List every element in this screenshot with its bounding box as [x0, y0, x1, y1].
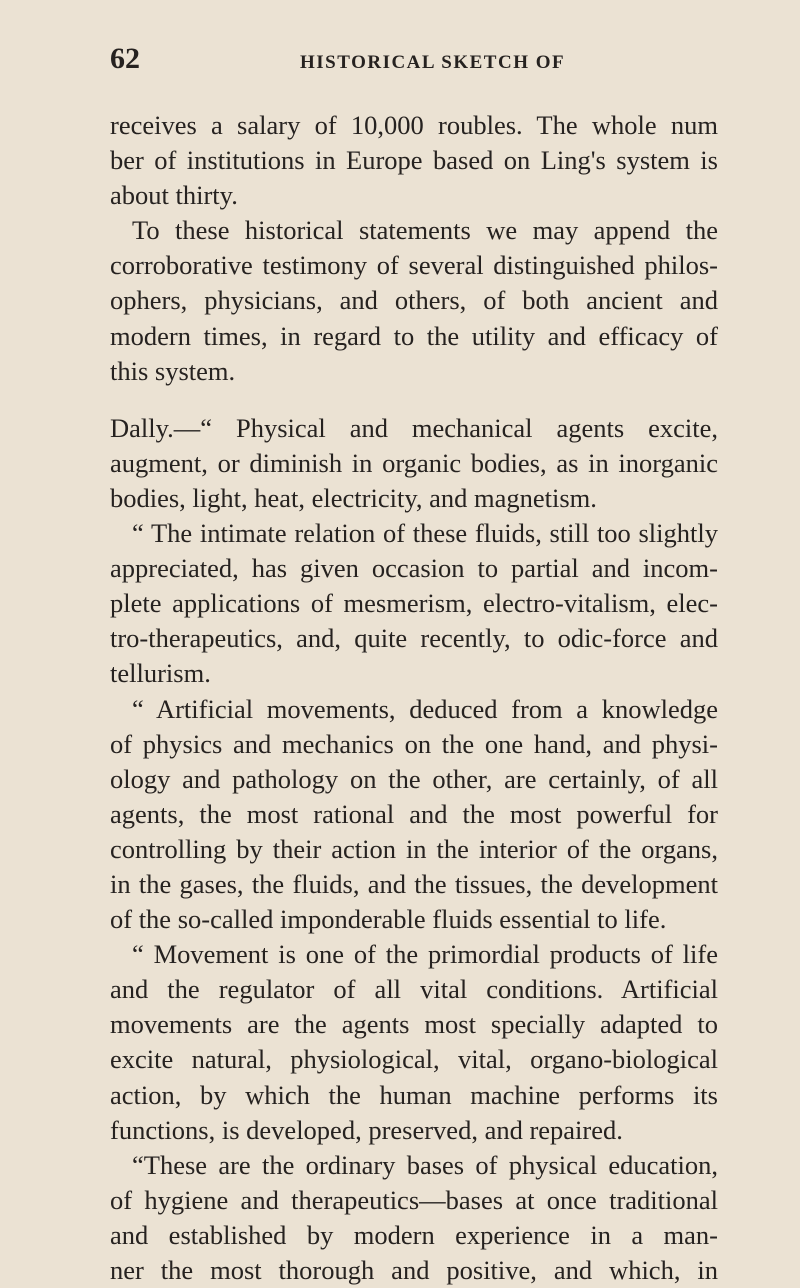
text-line: ner the most thorough and positive, and which, in: [110, 1255, 718, 1285]
text-line: excite natural, physiological, vital, organo-biological: [110, 1044, 718, 1075]
text-line: “ Movement is one of the primordial products of life: [132, 939, 718, 970]
text-line: action, by which the human machine performs its: [110, 1079, 718, 1110]
text-line: of hygiene and therapeutics—bases at once traditional: [110, 1184, 718, 1215]
text-line: functions, is developed, preserved, and repaired.: [110, 1114, 623, 1145]
paragraph-gap: [110, 389, 718, 411]
text-line: and established by modern experience in a man-: [110, 1219, 718, 1250]
text-line: bodies, light, heat, electricity, and magnetism.: [110, 482, 597, 513]
text-line: and the regulator of all vital conditions. Artificial: [110, 974, 718, 1005]
text-line: controlling by their action in the interior of the organs,: [110, 833, 718, 864]
text-line: “These are the ordinary bases of physical education,: [132, 1149, 718, 1180]
body-text: [110, 108, 718, 1288]
page-number: 62: [110, 42, 140, 75]
text-line: plete applications of mesmerism, electro-vitalism, elec-: [110, 588, 718, 619]
text-line-dally: Dally.—“ Physical and mechanical agents excite,: [110, 412, 718, 443]
text-line: “ The intimate relation of these fluids, still too slightly: [132, 518, 718, 549]
text-line: corroborative testimony of several distinguished philos-: [110, 250, 718, 281]
text-line: modern times, in regard to the utility and efficacy of: [110, 320, 718, 351]
running-head: [110, 42, 720, 82]
text-line: about thirty.: [110, 180, 238, 211]
text-line: ophers, physicians, and others, of both ancient and: [110, 285, 718, 316]
text-line: appreciated, has given occasion to partial and incom-: [110, 553, 718, 584]
text-line: receives a salary of 10,000 roubles. The whole num: [110, 110, 718, 140]
text-line: of physics and mechanics on the one hand, and physi-: [110, 728, 718, 759]
text-line: tellurism.: [110, 658, 211, 689]
text-line: “ Artificial movements, deduced from a knowledge: [132, 693, 718, 724]
text-line: of the so-called imponderable fluids essential to life.: [110, 904, 667, 935]
running-title: HISTORICAL SKETCH OF: [300, 52, 566, 73]
text-line: agents, the most rational and the most powerful for: [110, 798, 718, 829]
text-line: tro-therapeutics, and, quite recently, to odic-force and: [110, 623, 718, 654]
text-line: this system.: [110, 355, 236, 386]
text-line: in the gases, the fluids, and the tissues, the development: [110, 868, 718, 899]
text-line: augment, or diminish in organic bodies, as in inorganic: [110, 447, 718, 478]
text-line: ber of institutions in Europe based on Ling's system is: [110, 145, 718, 176]
text-line: ology and pathology on the other, are certainly, of all: [110, 763, 718, 794]
text-line: To these historical statements we may append the: [132, 215, 718, 246]
text-line: movements are the agents most specially adapted to: [110, 1009, 718, 1040]
